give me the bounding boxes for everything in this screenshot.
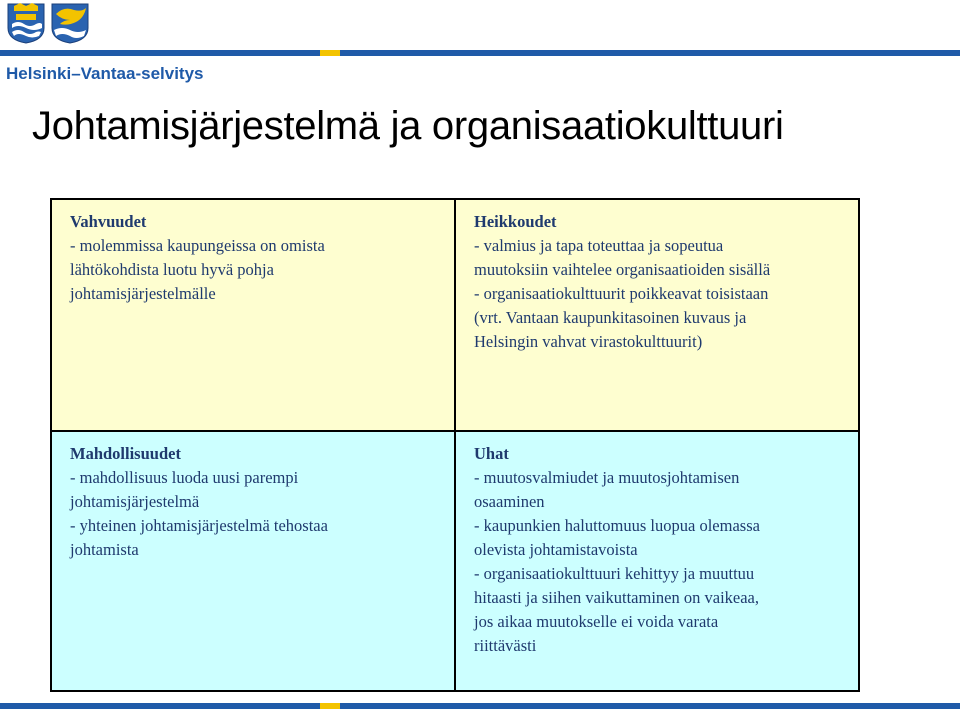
vantaa-coat-of-arms-icon (52, 4, 88, 43)
weaknesses-line: - organisaatiokulttuurit poikkeavat toisistaan (474, 284, 769, 303)
threats-line: - kaupunkien haluttomuus luopua olemassa (474, 516, 760, 535)
swot-opportunities (50, 430, 456, 692)
strengths-title: Vahvuudet (70, 212, 147, 231)
threats-line: osaaminen (474, 492, 545, 511)
helsinki-coat-of-arms-icon (8, 3, 44, 43)
threats-title: Uhat (474, 444, 509, 463)
threats-line: - muutosvalmiudet ja muutosjohtamisen (474, 468, 740, 487)
opportunities-title: Mahdollisuudet (70, 444, 181, 463)
strengths-line: lähtökohdista luotu hyvä pohja (70, 260, 274, 279)
strengths-line: johtamisjärjestelmälle (70, 284, 216, 303)
header-title: Helsinki–Vantaa-selvitys (6, 64, 204, 83)
header-color-bar (0, 50, 960, 56)
weaknesses-title: Heikkoudet (474, 212, 557, 231)
strengths-line: - molemmissa kaupungeissa on omista (70, 236, 325, 255)
threats-line: jos aikaa muutokselle ei voida varata (474, 612, 719, 631)
swot-threats (454, 430, 860, 692)
footer-color-bar (0, 703, 960, 709)
slide-title: Johtamisjärjestelmä ja organisaatiokulttuuri (32, 104, 784, 148)
threats-line: olevista johtamistavoista (474, 540, 638, 559)
threats-line: - organisaatiokulttuuri kehittyy ja muuttuu (474, 564, 755, 583)
swot-strengths (50, 198, 456, 432)
weaknesses-line: - valmius ja tapa toteuttaa ja sopeutua (474, 236, 724, 255)
opportunities-line: - mahdollisuus luoda uusi parempi (70, 468, 299, 487)
opportunities-line: johtamista (70, 540, 139, 559)
threats-line: riittävästi (474, 636, 537, 655)
opportunities-line: - yhteinen johtamisjärjestelmä tehostaa (70, 516, 328, 535)
city-logos (4, 2, 92, 44)
weaknesses-line: Helsingin vahvat virastokulttuurit) (474, 332, 703, 351)
opportunities-line: johtamisjärjestelmä (70, 492, 200, 511)
weaknesses-line: muutoksiin vaihtelee organisaatioiden sisällä (474, 260, 771, 279)
swot-weaknesses (454, 198, 860, 432)
weaknesses-line: (vrt. Vantaan kaupunkitasoinen kuvaus ja (474, 308, 747, 327)
threats-line: hitaasti ja siihen vaikuttaminen on vaikeaa, (474, 588, 759, 607)
